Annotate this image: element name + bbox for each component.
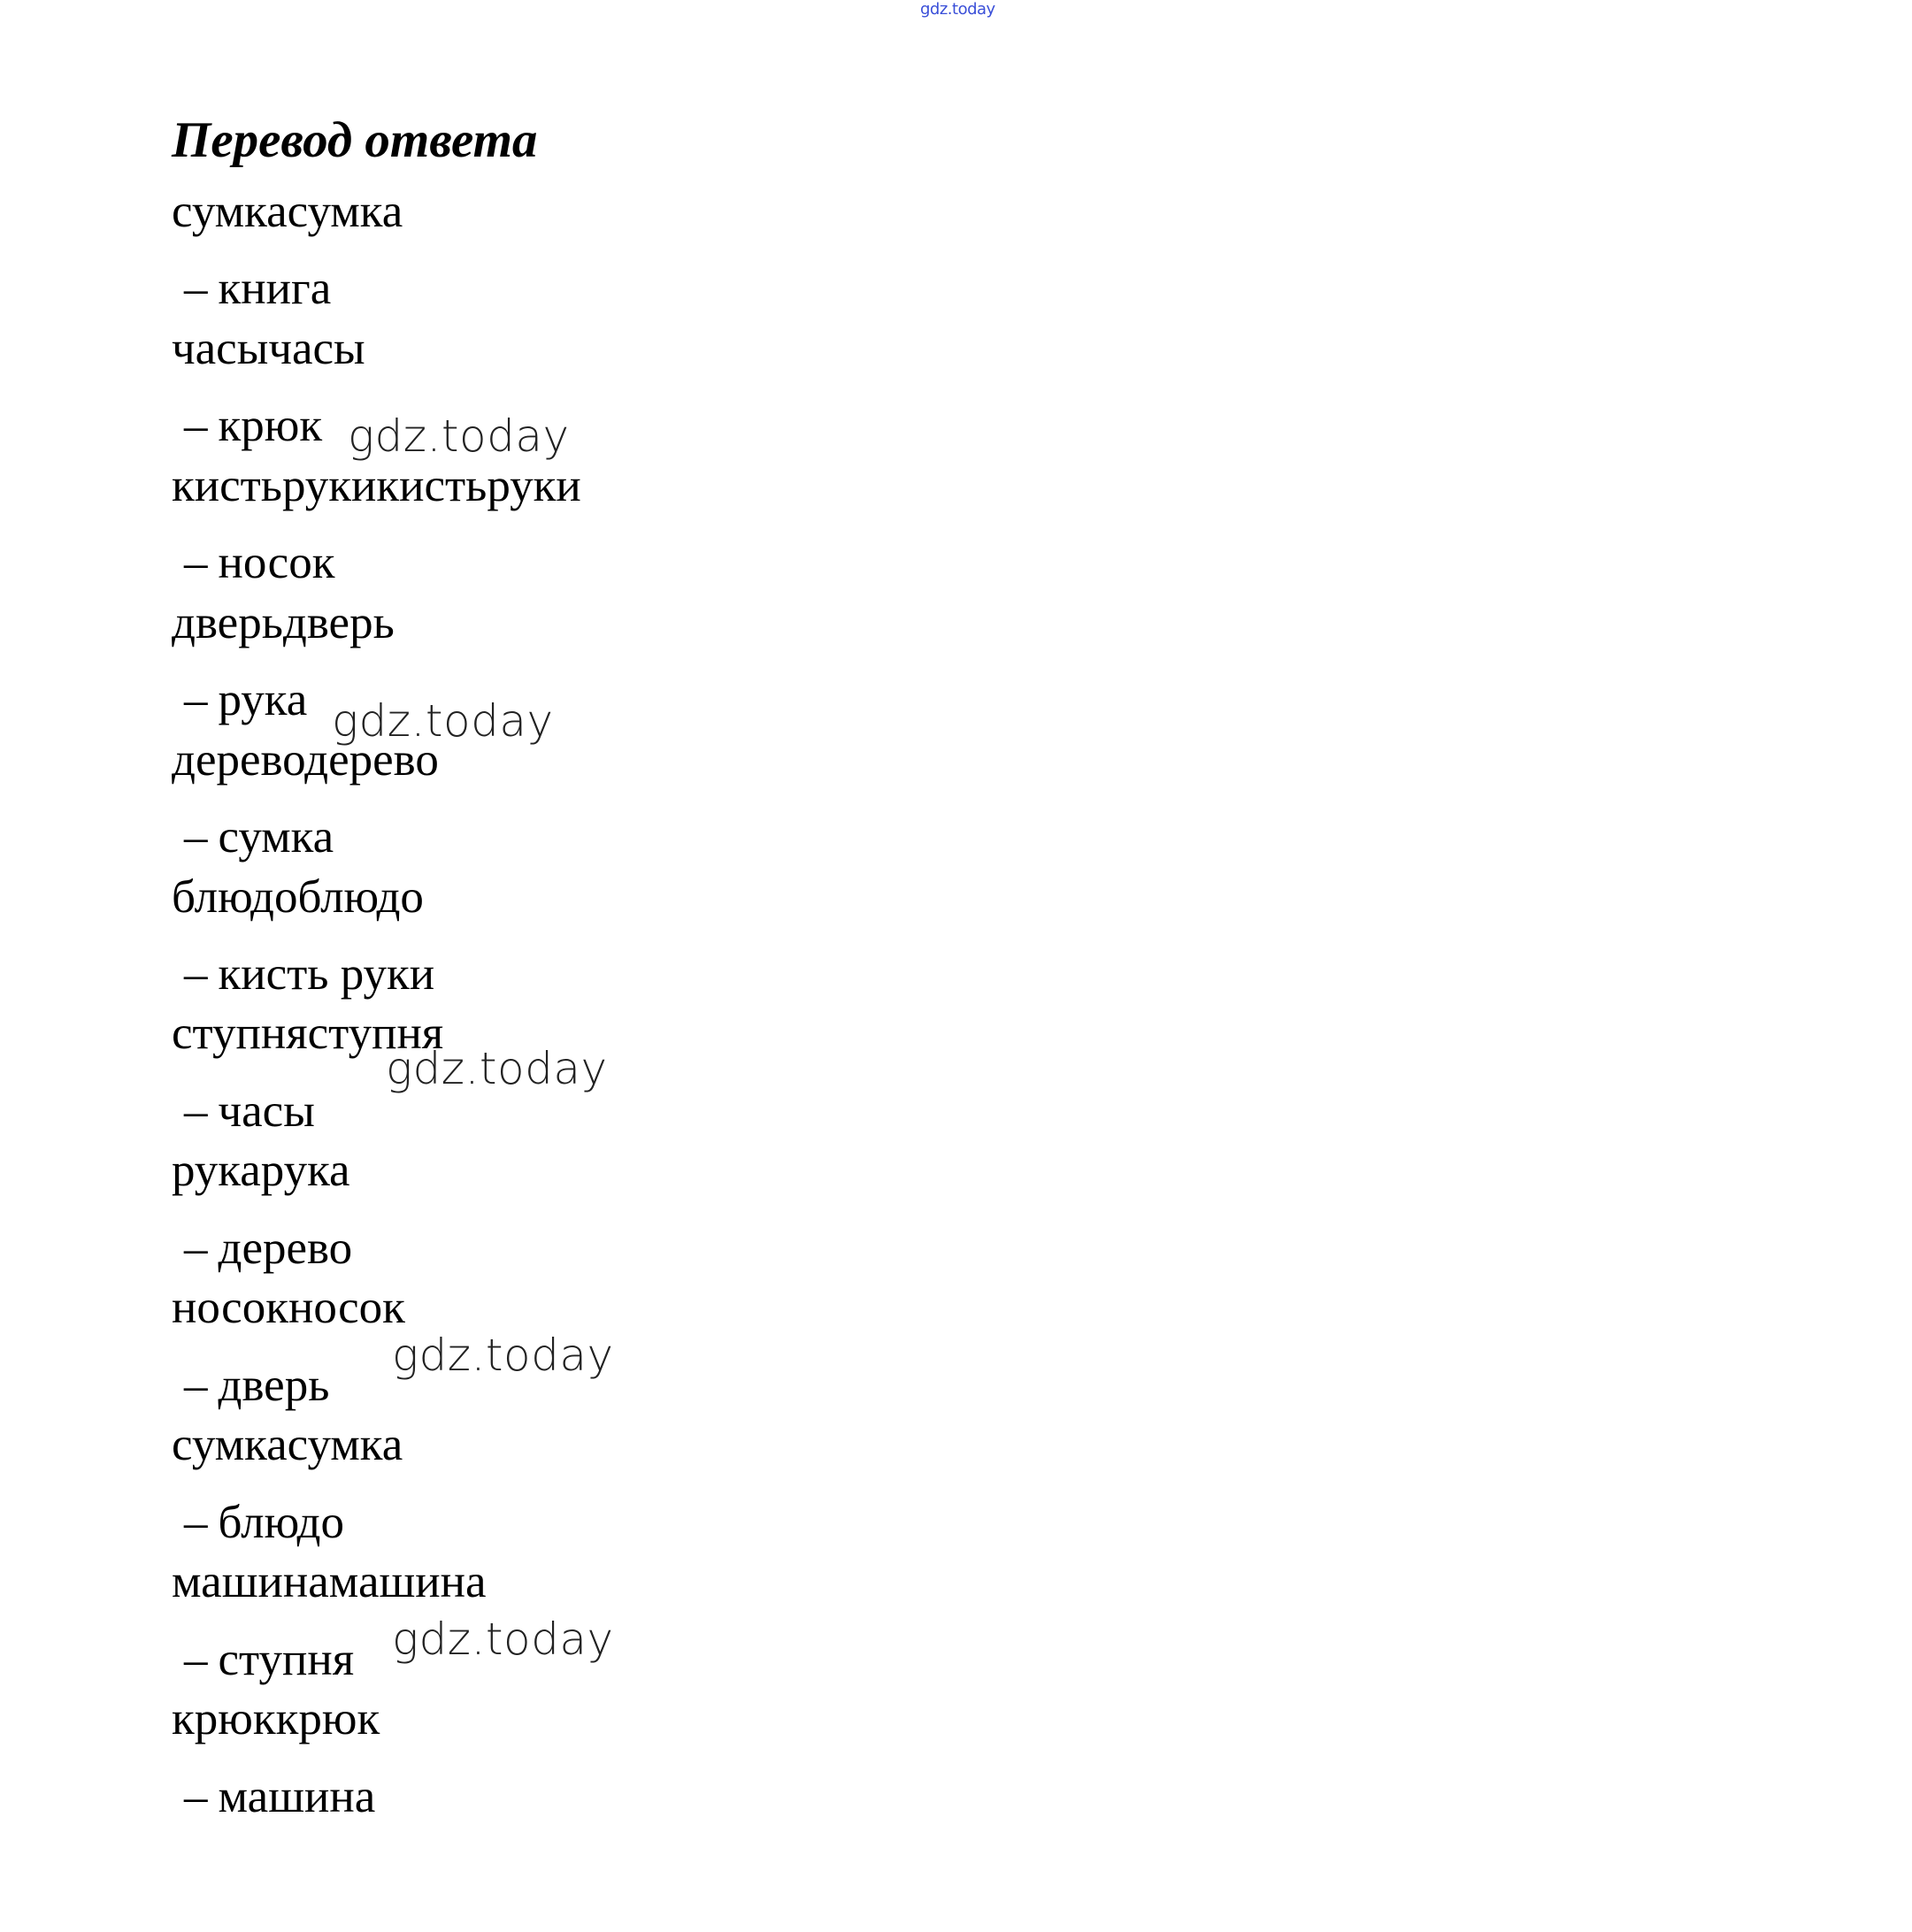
translation-word: дверь <box>218 1360 330 1411</box>
dash: – <box>184 537 208 588</box>
translation-word: часы <box>218 1085 315 1137</box>
translation-line <box>184 1499 344 1546</box>
page-title: Перевод ответа <box>172 112 538 168</box>
dash: – <box>184 1771 208 1822</box>
translation-line <box>184 674 308 725</box>
translation-line <box>184 1362 329 1409</box>
translation-line <box>184 1085 315 1137</box>
source-word: носокносок <box>172 1282 405 1333</box>
source-word: кистьрукикистьруки <box>172 460 581 511</box>
translation-line <box>184 537 335 588</box>
translation-word: кисть руки <box>218 948 435 1000</box>
translation-line <box>184 1634 355 1685</box>
source-word: крюккрюк <box>172 1693 380 1744</box>
dash: – <box>184 263 208 314</box>
source-word: дверьдверь <box>172 597 395 648</box>
translation-line <box>184 402 322 449</box>
source-word: ступняступня <box>172 1008 444 1059</box>
dash: – <box>184 948 208 1000</box>
source-word: блюдоблюдо <box>172 871 424 923</box>
dash: – <box>184 811 208 862</box>
translation-line <box>184 1771 376 1822</box>
translation-word: книга <box>218 263 332 314</box>
translation-word: носок <box>218 537 335 588</box>
source-word: сумкасумка <box>172 186 403 237</box>
translation-word: ступня <box>218 1634 355 1685</box>
translation-line <box>184 811 334 862</box>
source-word: дереводерево <box>172 734 439 786</box>
dash: – <box>184 674 208 725</box>
translation-word: крюк <box>218 400 323 451</box>
dash: – <box>184 1497 208 1548</box>
dash: – <box>184 1085 208 1137</box>
dash: – <box>184 1360 208 1411</box>
source-word: часычасы <box>172 323 365 374</box>
translation-line <box>184 265 331 312</box>
translation-line <box>184 948 435 1000</box>
watermark: gdz.today <box>332 695 554 747</box>
dash: – <box>184 400 208 451</box>
watermark: gdz.today <box>386 1043 608 1094</box>
source-word: сумкасумка <box>172 1419 403 1470</box>
watermark: gdz.today <box>392 1614 614 1665</box>
watermark: gdz.today <box>392 1330 614 1381</box>
translation-word: сумка <box>218 811 334 862</box>
translation-word: машина <box>218 1771 376 1822</box>
dash: – <box>184 1634 208 1685</box>
translation-word: дерево <box>218 1223 353 1274</box>
translation-word: блюдо <box>218 1497 344 1548</box>
source-word: рукарука <box>172 1145 350 1196</box>
translation-word: рука <box>218 674 308 725</box>
dash: – <box>184 1223 208 1274</box>
top-watermark: gdz.today <box>920 0 995 19</box>
translation-line <box>184 1225 352 1272</box>
source-word: машинамашина <box>172 1556 487 1607</box>
watermark: gdz.today <box>348 410 570 462</box>
